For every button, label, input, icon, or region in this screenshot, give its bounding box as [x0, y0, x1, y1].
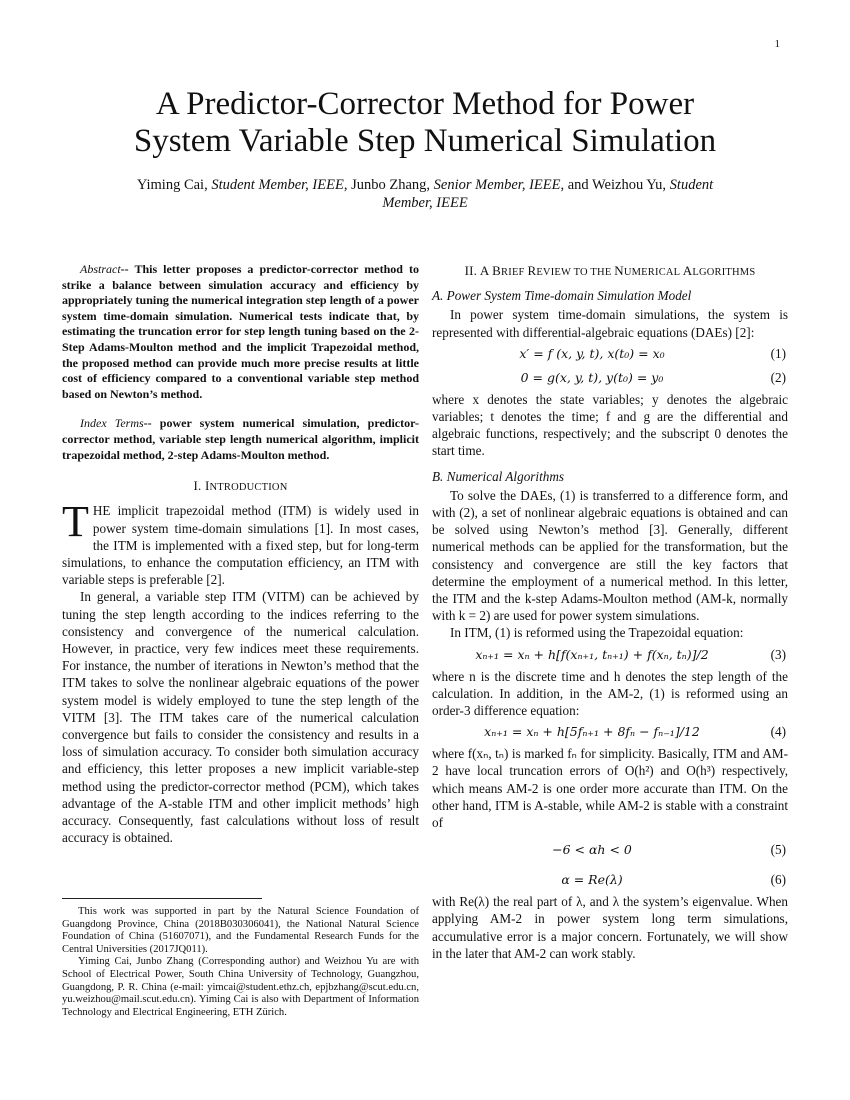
heading-word: A	[682, 263, 693, 278]
equation-5-number: (5)	[770, 842, 786, 858]
heading-word: R	[527, 263, 537, 278]
author-2: , Junbo Zhang,	[343, 177, 434, 193]
subsection-b-title: B. Numerical Algorithms	[432, 468, 564, 484]
equation-1	[432, 343, 788, 365]
subsection-b-p3: where n is the discrete time and h denotes the step length of the calculation. In addition, in the AM-2, (1) is reformed using an order-3 difference equation:	[432, 668, 788, 719]
equation-3-number: (3)	[770, 646, 786, 662]
subsection-b-p2: In ITM, (1) is reformed using the Trapezoidal equation:	[450, 625, 744, 641]
author-1-role: Student Member, IEEE	[211, 177, 344, 193]
heading-word: N	[614, 263, 624, 278]
footnote	[62, 906, 419, 1019]
index-terms-text: -- power system numerical simulation, predictor-corrector method, variable step length numerical algorithm, implicit trapezoidal method, 2-step Adams-Moulton method.	[62, 416, 419, 462]
subsection-b-p5: with Re(λ) the real part of λ, and λ the system’s eigenvalue. When applying AM-2 in power system long term simulations, accumulative error is a major concern. Fortunately, we will show in the later that AM-2 can work stably.	[432, 894, 788, 961]
drop-cap: T	[62, 497, 89, 547]
abstract	[62, 262, 419, 402]
title-line-2: System Variable Step Numerical Simulation	[133, 123, 717, 159]
page-number: 1	[774, 38, 780, 50]
section-heading-introduction	[62, 477, 419, 496]
equation-4	[432, 721, 788, 743]
equation-4-number: (4)	[770, 724, 786, 740]
equation-6-number: (6)	[770, 872, 786, 888]
author-3-role: Student Member, IEEE	[382, 177, 714, 211]
heading-word: RIEF	[501, 267, 528, 278]
equation-2-body: 0 = g(x, y, t), y(t₀) = y₀	[520, 369, 664, 385]
author-list	[110, 176, 740, 212]
heading-word: B	[492, 263, 502, 278]
author-3: , and Weizhou Yu,	[560, 177, 670, 193]
abstract-text: -- This letter proposes a predictor-corrector method to strike a balance between simulation accuracy and efficiency by appropriately tuning the numerical integration step length of a power system time-domain simulation. Numerical tests indicate that, by estimating the truncation error for step length tuning based on the 2-Step Adams-Moulton method and the implicit Trapezoidal method, the proposed method can provide much more precise results at little cost of efficiency compared to a conventional variable step method based on Newton’s method.	[62, 262, 419, 401]
subsection-a-title: A. Power System Time-domain Simulation Model	[432, 288, 692, 304]
section-rest: NTRODUCTION	[209, 482, 288, 494]
equation-5	[432, 839, 788, 861]
heading-word: A	[479, 263, 493, 278]
equation-4-body: xₙ₊₁ = xₙ + h[5fₙ₊₁ + 8fₙ − fₙ₋₁]/12	[484, 724, 700, 740]
footnote-affiliation: Yiming Cai, Junbo Zhang (Corresponding author) and Weizhou Yu are with School of Electrical Power, South China University of Technology, Guangzhou, Guangdong, P. R. China (e-mail: yimcai@student.ethz.ch, epjbzhang@scut.edu.cn, yu.weizhou@mail.scut.edu.cn). Yiming Cai is also with Department of Information Technology and Electrical Engineering, ETH Zürich.	[62, 956, 419, 1018]
footnote-rule	[62, 898, 262, 899]
author-1: Yiming Cai,	[136, 177, 212, 193]
intro-p1-text: HE implicit trapezoidal method (ITM) is widely used in power system time-domain simulations [1]. In most cases, the ITM is implemented with a fixed step, but for long-term simulations, to enhance the computation efficiency, an ITM with variable steps is preferable [2].	[62, 503, 419, 588]
index-terms-label: Index Terms	[80, 416, 144, 431]
subsection-a-p2: where x denotes the state variables; y denotes the algebraic variables; t denotes the time; f and g are the differential and algebraic functions, respectively; and the subscript 0 denotes the start time.	[432, 391, 788, 459]
equation-3-body: xₙ₊₁ = xₙ + h[f(xₙ₊₁, tₙ₊₁) + f(xₙ, tₙ)]/2	[475, 646, 709, 662]
intro-paragraph-2: In general, a variable step ITM (VITM) can be achieved by tuning the step length according to the indices referring to the consistency and convergence of the numerical calculation. However, in practice, very few indices meet these requirements. For instance, the number of iterations in Newton’s method that the ITM takes to solve the nonlinear algebraic equations of the power system model is widely employed to tune the step length of the VITM [3]. The ITM takes care of the numerical calculation convergence but fails to consider the consistency and results in a loss of simulation accuracy. To consider both simulation accuracy and efficiency, this letter proposes a new implicit variable-step method using the predictor-corrector method (PCM), which takes advantage of the A-stable ITM and other implicit methods’ high accuracy. Consequently, fast calculations without loss of result accuracy is obtained.	[62, 589, 419, 846]
equation-1-body: x′ = f (x, y, t), x(t₀) = x₀	[519, 345, 665, 361]
heading-word: EVIEW TO THE	[536, 267, 615, 278]
section-first-letter: I	[204, 478, 210, 494]
section2-number: II.	[464, 263, 480, 278]
index-terms	[62, 416, 419, 463]
equation-2-number: (2)	[770, 369, 786, 385]
heading-word: UMERICAL	[623, 267, 683, 278]
author-2-role: Senior Member, IEEE	[433, 177, 561, 193]
abstract-label: Abstract	[80, 262, 121, 276]
subsection-b-p4: where f(xₙ, tₙ) is marked fₙ for simplicity. Basically, ITM and AM-2 have local truncation errors of O(h²) and O(h³) respectively, which means AM-2 is one order more accurate than ITM. On the other hand, ITM is A-stable, while AM-2 is stable with a constraint of	[432, 746, 788, 831]
right-column	[432, 262, 788, 962]
heading-word: LGORITHMS	[692, 267, 756, 278]
equation-3	[432, 644, 788, 666]
subsection-b-p1: To solve the DAEs, (1) is transferred to a difference form, and with (2), a set of nonlinear algebraic equations is obtained and can be solved using Newton’s method [3]. Generally, different numerical methods can be applied for the transformation, but the consistency and convergence are still the key factors that determine the employment of a numerical method. In this letter, the ITM and the k-step Adams-Moulton method (AM-k, normally with k = 2) are used for power system simulations.	[432, 487, 788, 624]
equation-5-body: −6 < αh < 0	[552, 842, 632, 858]
footnote-funding: This work was supported in part by the Natural Science Foundation of Guangdong Province, China (2018B030306041), the National Natural Science Foundation of China (51607071), and the Fundamental Research Funds for the Central Universities (2017JQ011).	[62, 906, 419, 955]
equation-6-body: α = Re(λ)	[561, 872, 623, 888]
equation-1-number: (1)	[770, 345, 786, 361]
intro-paragraph-1	[62, 497, 419, 588]
title-line-1: A Predictor-Corrector Method for Power	[155, 86, 695, 122]
paper-title	[60, 86, 790, 160]
section-heading-review	[432, 262, 788, 281]
section-number: I.	[193, 478, 205, 494]
subsection-a-p1: In power system time-domain simulations, the system is represented with differential-algebraic equations (DAEs) [2]:	[432, 307, 788, 340]
equation-2	[432, 367, 788, 389]
equation-6	[432, 869, 788, 891]
left-column	[62, 262, 419, 846]
